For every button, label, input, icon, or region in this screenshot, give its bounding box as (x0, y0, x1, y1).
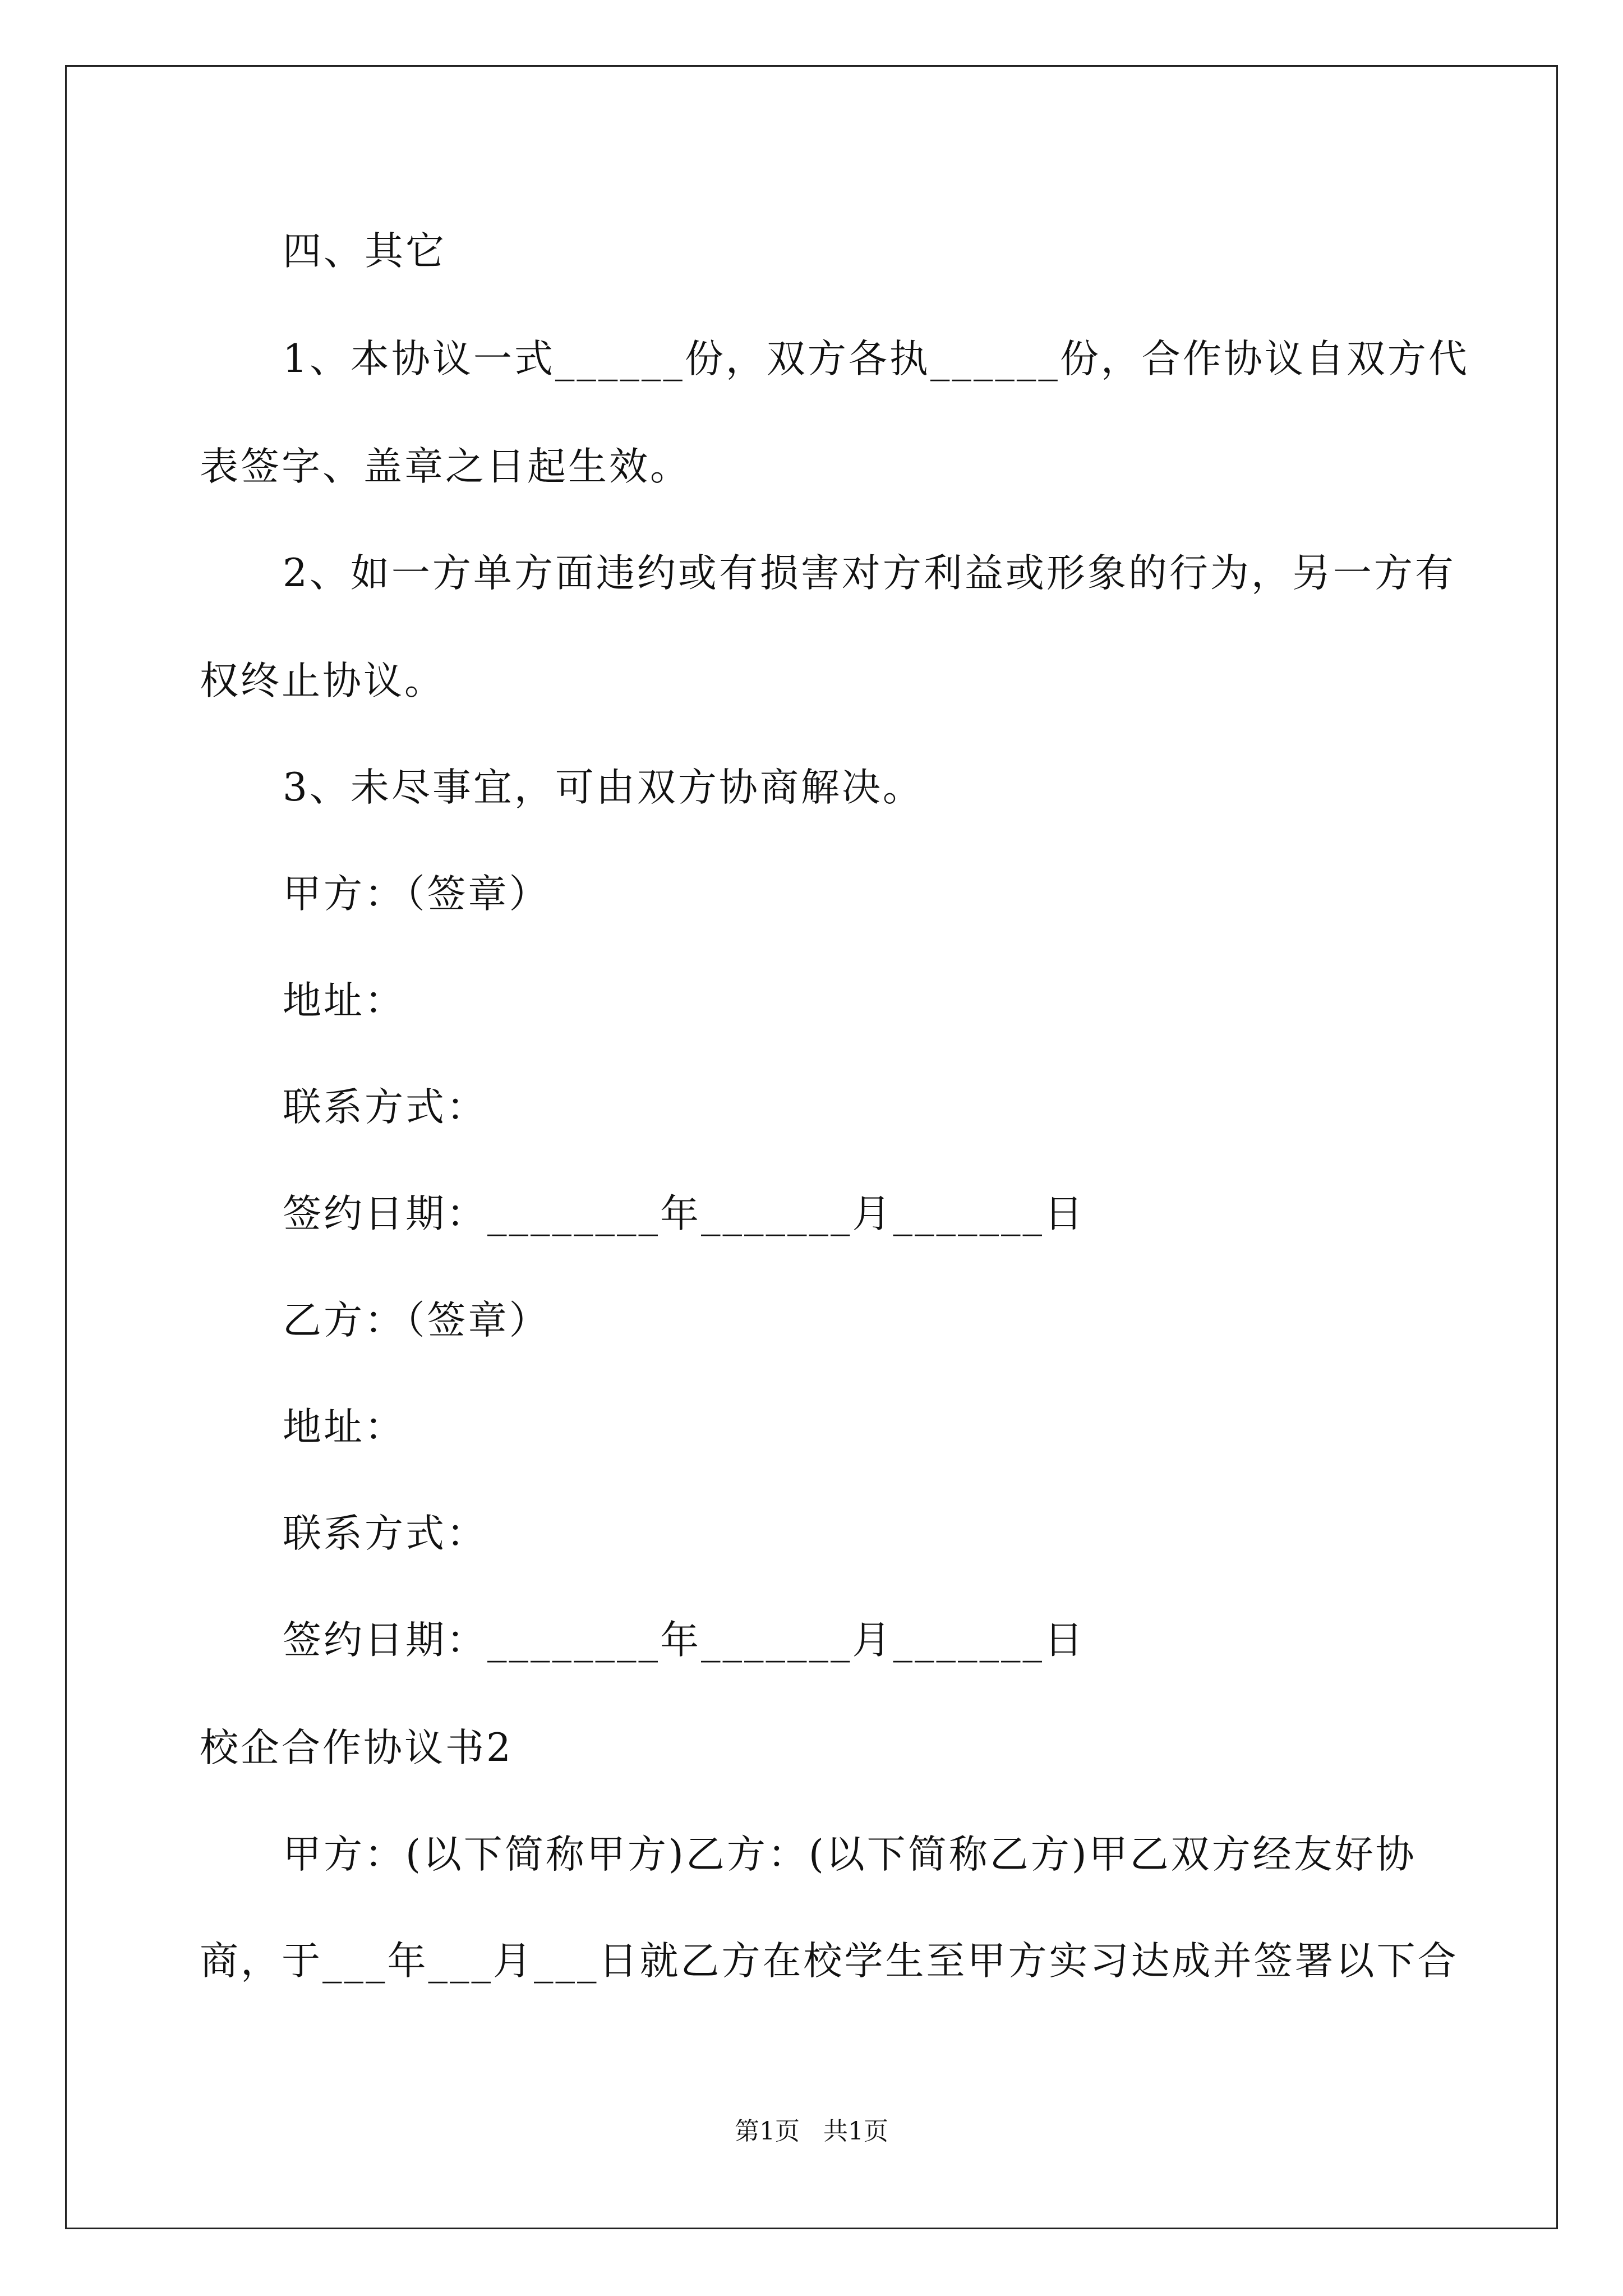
party-a-contact: 联系方式： (283, 1085, 487, 1130)
section-heading: 四、其它 (283, 229, 446, 274)
page-footer: 第1页 共1页 (735, 2117, 888, 2146)
paragraph-line: 2、如一方单方面违约或有损害对方利益或形象的行为，另一方有 (283, 551, 1456, 596)
party-b-contact: 联系方式： (283, 1511, 487, 1556)
party-a-sign-date: 签约日期：________年_______月_______日 (283, 1191, 1085, 1236)
page-border (65, 65, 1558, 2229)
party-b-sign-date: 签约日期：________年_______月_______日 (283, 1618, 1085, 1663)
document-title: 校企合作协议书2 (200, 1726, 513, 1770)
party-a-address: 地址： (283, 978, 405, 1023)
paragraph-line: 表签字、盖章之日起生效。 (200, 444, 691, 489)
paragraph-line: 1、本协议一式______份，双方各执______份，合作协议自双方代 (283, 337, 1469, 381)
party-b-address: 地址： (283, 1405, 405, 1450)
party-a-signature: 甲方：（签章） (283, 872, 550, 917)
paragraph-line: 3、未尽事宜，可由双方协商解决。 (283, 765, 924, 810)
paragraph-line: 商，于___年___月___日就乙方在校学生至甲方实习达成并签署以下合 (200, 1939, 1459, 1984)
party-b-signature: 乙方：（签章） (283, 1298, 550, 1343)
paragraph-line: 甲方：(以下简称甲方)乙方：(以下简称乙方)甲乙双方经友好协 (283, 1832, 1417, 1877)
paragraph-line: 权终止协议。 (200, 659, 445, 703)
